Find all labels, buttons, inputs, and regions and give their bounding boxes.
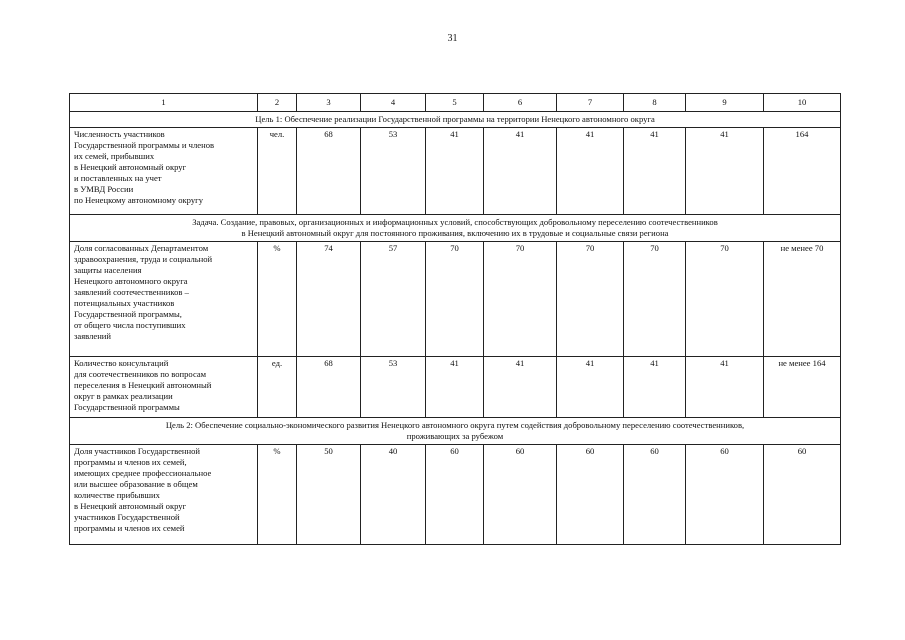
value-cell: 57: [361, 242, 426, 357]
task-row: [70, 215, 841, 242]
header-cell: 8: [624, 94, 686, 112]
goal-1-row: [70, 112, 841, 128]
value-cell: 41: [484, 128, 557, 215]
header-cell: 9: [686, 94, 764, 112]
header-cell: 6: [484, 94, 557, 112]
value-cell: 70: [557, 242, 624, 357]
value-cell: 41: [426, 357, 484, 418]
value-cell: 41: [557, 128, 624, 215]
value-cell: 41: [624, 128, 686, 215]
unit-cell: %: [258, 445, 297, 545]
value-cell: 70: [426, 242, 484, 357]
value-cell: 41: [686, 128, 764, 215]
header-cell: 4: [361, 94, 426, 112]
task-heading: Задача. Создание, правовых, организационных и информационных условий, способствующих добровольному переселению соотечественников в Ненецкий автономный округ для постоянного проживания, включению их в трудовые и социальные связи региона: [70, 215, 841, 242]
value-cell: 53: [361, 357, 426, 418]
value-cell: 164: [764, 128, 841, 215]
indicator-name: Численность участников Государственной программы и членов их семей, прибывших в Ненецкий автономный округ и поставленных на учет в УМВД России по Ненецкому автономному округу: [70, 128, 258, 215]
value-cell: 41: [426, 128, 484, 215]
header-cell: 10: [764, 94, 841, 112]
value-cell: 41: [557, 357, 624, 418]
header-cell: 7: [557, 94, 624, 112]
header-cell: 1: [70, 94, 258, 112]
goal-2-heading: Цель 2: Обеспечение социально-экономического развития Ненецкого автономного округа путем содействия добровольному переселению соотечественников, проживающих за рубежом: [70, 418, 841, 445]
value-cell: не менее 164: [764, 357, 841, 418]
value-cell: 68: [297, 128, 361, 215]
unit-cell: ед.: [258, 357, 297, 418]
header-row: [70, 94, 841, 112]
value-cell: 60: [484, 445, 557, 545]
indicators-table: [69, 93, 841, 545]
value-cell: 41: [484, 357, 557, 418]
value-cell: не менее 70: [764, 242, 841, 357]
value-cell: 70: [686, 242, 764, 357]
header-cell: 2: [258, 94, 297, 112]
goal-2-row: [70, 418, 841, 445]
table-row: [70, 445, 841, 545]
header-cell: 5: [426, 94, 484, 112]
indicator-name: Доля согласованных Департаментом здравоохранения, труда и социальной защиты населения Ненецкого автономного округа заявлений соотечественников – потенциальных участников Государственной программы, от общего числа поступивших заявлений: [70, 242, 258, 357]
header-cell: 3: [297, 94, 361, 112]
value-cell: 60: [686, 445, 764, 545]
value-cell: 40: [361, 445, 426, 545]
value-cell: 60: [764, 445, 841, 545]
goal-1-heading: Цель 1: Обеспечение реализации Государственной программы на территории Ненецкого автономного округа: [70, 112, 841, 128]
unit-cell: %: [258, 242, 297, 357]
table-row: [70, 357, 841, 418]
value-cell: 60: [557, 445, 624, 545]
value-cell: 60: [426, 445, 484, 545]
value-cell: 50: [297, 445, 361, 545]
table-row: [70, 242, 841, 357]
value-cell: 60: [624, 445, 686, 545]
value-cell: 70: [484, 242, 557, 357]
indicator-name: Доля участников Государственной программы и членов их семей, имеющих среднее профессиональное или высшее образование в общем количестве прибывших в Ненецкий автономный округ участников Государственной программы и членов их семей: [70, 445, 258, 545]
value-cell: 74: [297, 242, 361, 357]
table-row: [70, 128, 841, 215]
value-cell: 53: [361, 128, 426, 215]
value-cell: 70: [624, 242, 686, 357]
value-cell: 41: [624, 357, 686, 418]
value-cell: 41: [686, 357, 764, 418]
indicator-name: Количество консультаций для соотечественников по вопросам переселения в Ненецкий автономный округ в рамках реализации Государственной программы: [70, 357, 258, 418]
page-number: 31: [447, 33, 458, 44]
value-cell: 68: [297, 357, 361, 418]
unit-cell: чел.: [258, 128, 297, 215]
